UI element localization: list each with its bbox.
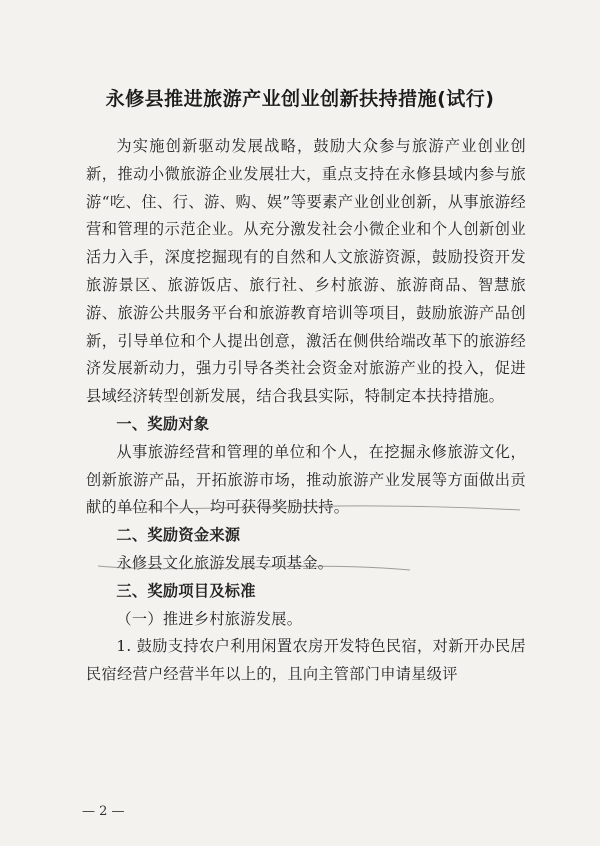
document-body bbox=[86, 133, 526, 689]
section-heading-reward-target: 一、奖励对象 bbox=[116, 414, 210, 433]
document-title: 永修县推进旅游产业创业创新扶持措施(试行) bbox=[105, 88, 495, 110]
section-text-reward-target: 从事旅游经营和管理的单位和个人，在挖掘永修旅游文化，创新旅游产品，开拓旅游市场，推动旅游产业发展等方面做出贡献的单位和个人，均可获得奖励扶持。 bbox=[86, 442, 526, 517]
section-heading-fund-source: 二、奖励资金来源 bbox=[116, 526, 241, 545]
intro-paragraph: 为实施创新驱动发展战略，鼓励大众参与旅游产业创业创新，推动小微旅游企业发展壮大，重点支持在永修县域内参与旅游“吃、住、行、游、购、娱”等要素产业创业创新，从事旅游经营和管理的示范企业。从充分激发社会小微企业和个人创新创业活力入手，深度挖掘现有的自然和人文旅游资源，鼓励投资开发旅游景区、旅游饭店、旅行社、乡村旅游、旅游商品、智慧旅游、旅游公共服务平台和旅游教育培训等项目，鼓励旅游产品创新，引导单位和个人提出创意，激活在侧供给端改革下的旅游经济发展新动力，强力引导各类社会资金对旅游产业的投入，促进县域经济转型创新发展，结合我县实际，特制定本扶持措施。 bbox=[86, 137, 526, 406]
item-homestay: 1. 鼓励支持农户利用闲置农房开发特色民宿，对新开办民居民宿经营户经营半年以上的，且向主管部门申请星级评 bbox=[86, 637, 526, 684]
page-number: — 2 — bbox=[82, 804, 125, 819]
section-text-fund-source: 永修县文化旅游发展专项基金。 bbox=[116, 553, 334, 572]
section-heading-reward-items: 三、奖励项目及标准 bbox=[116, 581, 256, 600]
subsection-rural-tourism: （一）推进乡村旅游发展。 bbox=[116, 609, 303, 628]
